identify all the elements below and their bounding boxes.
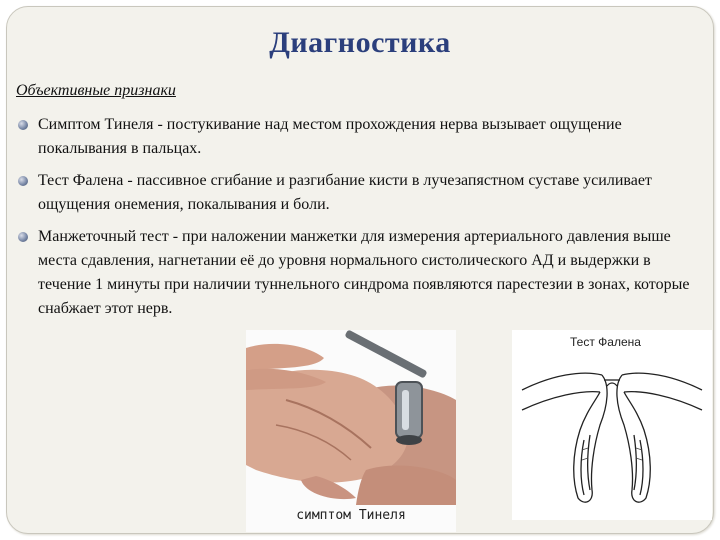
bullet-icon	[18, 176, 28, 186]
bullet-text-cuff: Манжеточный тест - при наложении манжетки для измерения артериального давления выше места сдавления, нагнетании её до уровня нормального систолического АД и выдержки в течение 1 минуты при наличии туннельного синдрома появляются парестезии в зонах, которые снабжает этот нерв.	[38, 228, 690, 317]
phalen-drawing-caption: Тест Фалена	[570, 335, 641, 349]
bullet-text-tinel: Симптом Тинеля - постукивание над местом прохождения нерва вызывает ощущение покалывания в пальцах.	[38, 116, 622, 157]
bullet-item-cuff	[16, 225, 696, 321]
bullet-text-phalen: Тест Фалена - пассивное сгибание и разгибание кисти в лучезапястном суставе усиливает ощущения онемения, покалывания и боли.	[38, 172, 652, 213]
slide-title: Диагностика	[269, 26, 451, 59]
phalen-test-hands-icon	[512, 330, 712, 520]
bullet-list	[16, 113, 696, 329]
tinel-photo	[246, 330, 456, 532]
phalen-drawing	[512, 330, 712, 520]
bullet-item-phalen	[16, 169, 696, 217]
hand-with-reflex-hammer-icon	[246, 330, 456, 505]
bullet-item-tinel	[16, 113, 696, 161]
slide-subtitle: Объективные признаки	[16, 82, 176, 99]
bullet-icon	[18, 120, 28, 130]
tinel-photo-caption: симптом Тинеля	[296, 508, 406, 523]
bullet-icon	[18, 232, 28, 242]
